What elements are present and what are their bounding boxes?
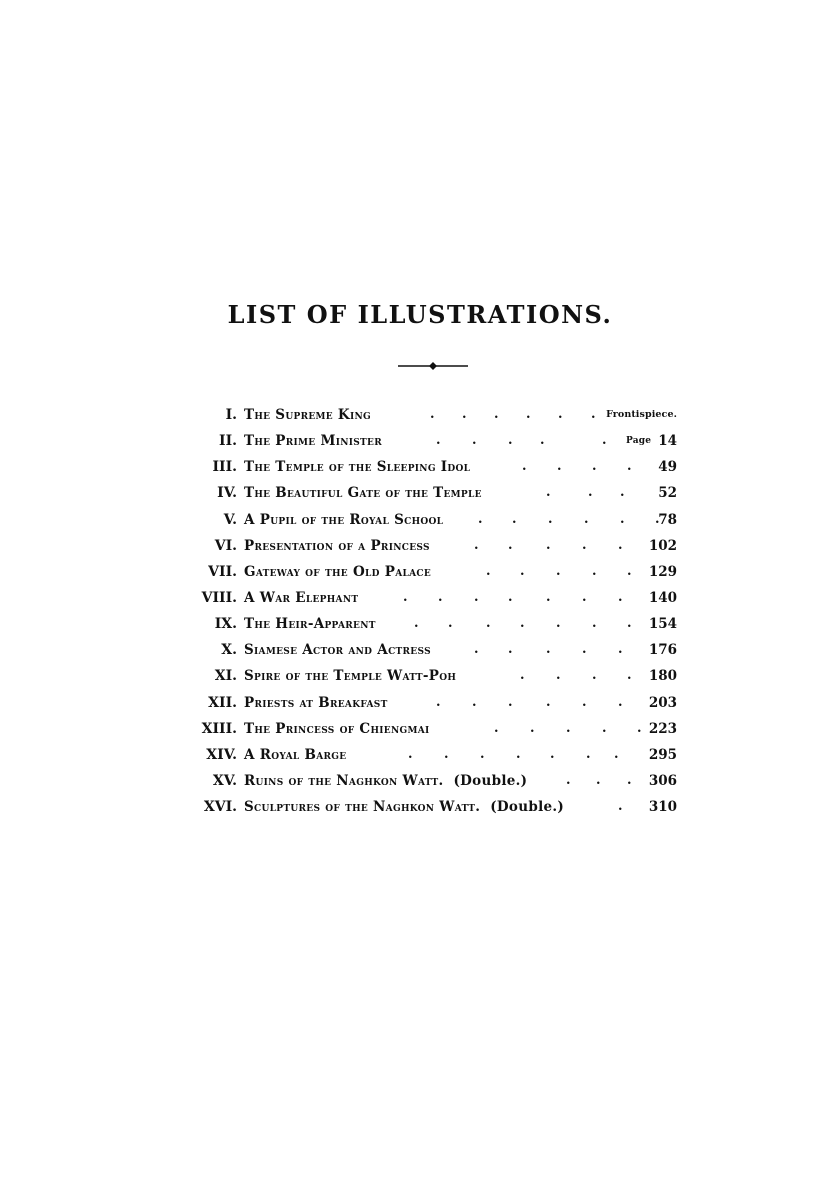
leader-dot: . xyxy=(546,642,551,658)
leader-dot: . xyxy=(474,537,479,553)
page-number: 78 xyxy=(658,511,677,528)
dot-leaders xyxy=(0,637,840,663)
page-number: 154 xyxy=(648,616,677,633)
leader-dot: . xyxy=(602,433,607,449)
plate-number: XII. xyxy=(208,694,237,711)
page-number: 129 xyxy=(648,563,677,580)
illustration-title-text: The Supreme King xyxy=(244,407,371,423)
leader-dot: . xyxy=(592,668,597,684)
plate-number: IV. xyxy=(217,485,237,502)
leader-dot: . xyxy=(627,616,632,632)
page-number: 140 xyxy=(648,589,677,606)
illustration-note: (Double.) xyxy=(490,799,565,816)
page-prefix: Page xyxy=(626,436,652,447)
leader-dot: . xyxy=(592,616,597,632)
dot-leaders xyxy=(0,794,840,820)
leader-dot: . xyxy=(516,746,521,762)
list-item xyxy=(0,454,840,480)
page-number: 306 xyxy=(648,772,677,789)
page-title: LIST OF ILLUSTRATIONS. xyxy=(227,300,613,329)
leader-dot: . xyxy=(512,511,517,527)
leader-dot: . xyxy=(486,616,491,632)
dot-leaders xyxy=(0,611,840,637)
illustration-title-text: The Prime Minister xyxy=(244,433,382,450)
illustration-title-text: A Royal Barge xyxy=(244,746,347,763)
leader-dot: . xyxy=(526,407,531,422)
list-item xyxy=(0,716,840,742)
leader-dot: . xyxy=(586,746,591,762)
plate-number: XIV. xyxy=(206,746,237,763)
dot-leaders xyxy=(0,768,840,794)
leader-dot: . xyxy=(403,589,408,605)
leader-dot: . xyxy=(566,772,571,788)
page-number: 49 xyxy=(658,459,677,476)
page-number: 52 xyxy=(658,485,677,502)
illustration-title-text: The Heir-Apparent xyxy=(244,616,376,633)
leader-dot: . xyxy=(556,563,561,579)
leader-dot: . xyxy=(478,511,483,527)
leader-dot: . xyxy=(520,616,525,632)
plate-number: XV. xyxy=(212,772,237,789)
leader-dot: . xyxy=(508,537,513,553)
dot-leaders xyxy=(0,690,840,716)
leader-dot: . xyxy=(620,485,625,501)
leader-dot: . xyxy=(472,694,477,710)
leader-dot: . xyxy=(436,433,441,449)
leader-dot: . xyxy=(408,746,413,762)
ornament-divider xyxy=(398,361,468,371)
dot-leaders xyxy=(0,585,840,611)
illustration-note: (Double.) xyxy=(453,772,528,789)
page-number: 295 xyxy=(648,746,677,763)
leader-dot: . xyxy=(627,668,632,684)
leader-dot: . xyxy=(508,433,513,449)
leader-dot: . xyxy=(550,746,555,762)
list-item xyxy=(0,585,840,611)
illustration-title-text: The Princess of Chiengmai xyxy=(244,720,430,737)
leader-dot: . xyxy=(620,511,625,527)
list-item xyxy=(0,742,840,768)
dot-leaders xyxy=(0,663,840,689)
illustration-title-text: Priests at Breakfast xyxy=(244,694,388,711)
list-item xyxy=(0,794,840,820)
leader-dot: . xyxy=(494,720,499,736)
illustration-title-text: A Pupil of the Royal School xyxy=(244,511,444,528)
dot-leaders xyxy=(0,428,840,454)
leader-dot: . xyxy=(438,589,443,605)
leader-dot: . xyxy=(591,407,596,422)
page-number: 203 xyxy=(648,694,677,711)
leader-dot: . xyxy=(462,407,467,422)
leader-dot: . xyxy=(582,589,587,605)
dot-leaders xyxy=(0,559,840,585)
plate-number: XIII. xyxy=(201,720,237,737)
leader-dot: . xyxy=(508,694,513,710)
leader-dot: . xyxy=(540,433,545,449)
leader-dot: . xyxy=(486,563,491,579)
illustration-title-text: Spire of the Temple Watt-Poh xyxy=(244,668,457,685)
leader-dot: . xyxy=(584,511,589,527)
list-item xyxy=(0,663,840,689)
leader-dot: . xyxy=(602,720,607,736)
plate-number: I. xyxy=(225,407,237,423)
leader-dot: . xyxy=(546,694,551,710)
leader-dot: . xyxy=(596,772,601,788)
leader-dot: . xyxy=(566,720,571,736)
illustration-title-text: Ruins of the Naghkon Watt. xyxy=(244,772,444,789)
leader-dot: . xyxy=(618,589,623,605)
illustration-title-text: The Temple of the Sleeping Idol xyxy=(244,459,471,476)
leader-dot: . xyxy=(548,511,553,527)
dot-leaders xyxy=(0,742,840,768)
dot-leaders xyxy=(0,533,840,559)
leader-dot: . xyxy=(520,563,525,579)
leader-dot: . xyxy=(618,537,623,553)
illustration-title-text: Siamese Actor and Actress xyxy=(244,642,431,659)
leader-dot: . xyxy=(436,694,441,710)
illustration-title-text: Sculptures of the Naghkon Watt. xyxy=(244,799,481,816)
list-item xyxy=(0,690,840,716)
dot-leaders xyxy=(0,480,840,506)
leader-dot: . xyxy=(592,563,597,579)
leader-dot: . xyxy=(614,746,619,762)
leader-dot: . xyxy=(618,642,623,658)
plate-number: II. xyxy=(219,433,237,450)
plate-number: XI. xyxy=(214,668,237,685)
leader-dot: . xyxy=(546,485,551,501)
leader-dot: . xyxy=(530,720,535,736)
leader-dot: . xyxy=(627,563,632,579)
list-item xyxy=(0,533,840,559)
dot-leaders xyxy=(0,402,840,428)
page-number: 14 xyxy=(658,433,677,450)
leader-dot: . xyxy=(480,746,485,762)
list-item xyxy=(0,480,840,506)
illustration-list xyxy=(0,402,840,820)
leader-dot: . xyxy=(558,407,563,422)
leader-dot: . xyxy=(546,589,551,605)
leader-dot: . xyxy=(520,668,525,684)
illustration-title-text: Presentation of a Princess xyxy=(244,537,430,554)
leader-dot: . xyxy=(627,772,632,788)
list-item xyxy=(0,637,840,663)
page-number: Frontispiece. xyxy=(606,409,677,420)
leader-dot: . xyxy=(522,459,527,475)
leader-dot: . xyxy=(414,616,419,632)
plate-number: VII. xyxy=(208,563,237,580)
leader-dot: . xyxy=(430,407,435,422)
list-item xyxy=(0,507,840,533)
illustration-title-text: A War Elephant xyxy=(244,589,359,606)
leader-dot: . xyxy=(474,642,479,658)
illustration-title-text: The Beautiful Gate of the Temple xyxy=(244,485,482,502)
leader-dot: . xyxy=(472,433,477,449)
page-number: 180 xyxy=(648,668,677,685)
leader-dot: . xyxy=(582,694,587,710)
illustration-title-text: Gateway of the Old Palace xyxy=(244,563,432,580)
leader-dot: . xyxy=(444,746,449,762)
leader-dot: . xyxy=(557,459,562,475)
list-item xyxy=(0,559,840,585)
plate-number: VIII. xyxy=(201,589,237,606)
leader-dot: . xyxy=(494,407,499,422)
page-number: 310 xyxy=(648,799,677,816)
plate-number: XVI. xyxy=(203,799,237,816)
dot-leaders xyxy=(0,716,840,742)
dot-leaders xyxy=(0,454,840,480)
dot-leaders xyxy=(0,507,840,533)
leader-dot: . xyxy=(655,511,660,527)
leader-dot: . xyxy=(448,616,453,632)
plate-number: IX. xyxy=(214,616,237,633)
page-number: 223 xyxy=(648,720,677,737)
leader-dot: . xyxy=(582,642,587,658)
plate-number: X. xyxy=(221,642,237,659)
leader-dot: . xyxy=(618,694,623,710)
leader-dot: . xyxy=(508,642,513,658)
plate-number: VI. xyxy=(214,537,237,554)
plate-number: III. xyxy=(212,459,237,476)
leader-dot: . xyxy=(588,485,593,501)
leader-dot: . xyxy=(582,537,587,553)
leader-dot: . xyxy=(556,616,561,632)
list-item xyxy=(0,402,840,428)
page-number: 176 xyxy=(648,642,677,659)
leader-dot: . xyxy=(592,459,597,475)
list-item xyxy=(0,768,840,794)
leader-dot: . xyxy=(556,668,561,684)
page-number: 102 xyxy=(648,537,677,554)
plate-number: V. xyxy=(223,511,237,528)
leader-dot: . xyxy=(546,537,551,553)
leader-dot: . xyxy=(474,589,479,605)
leader-dot: . xyxy=(508,589,513,605)
leader-dot: . xyxy=(618,799,623,815)
list-item xyxy=(0,428,840,454)
leader-dot: . xyxy=(637,720,642,736)
list-item xyxy=(0,611,840,637)
leader-dot: . xyxy=(627,459,632,475)
